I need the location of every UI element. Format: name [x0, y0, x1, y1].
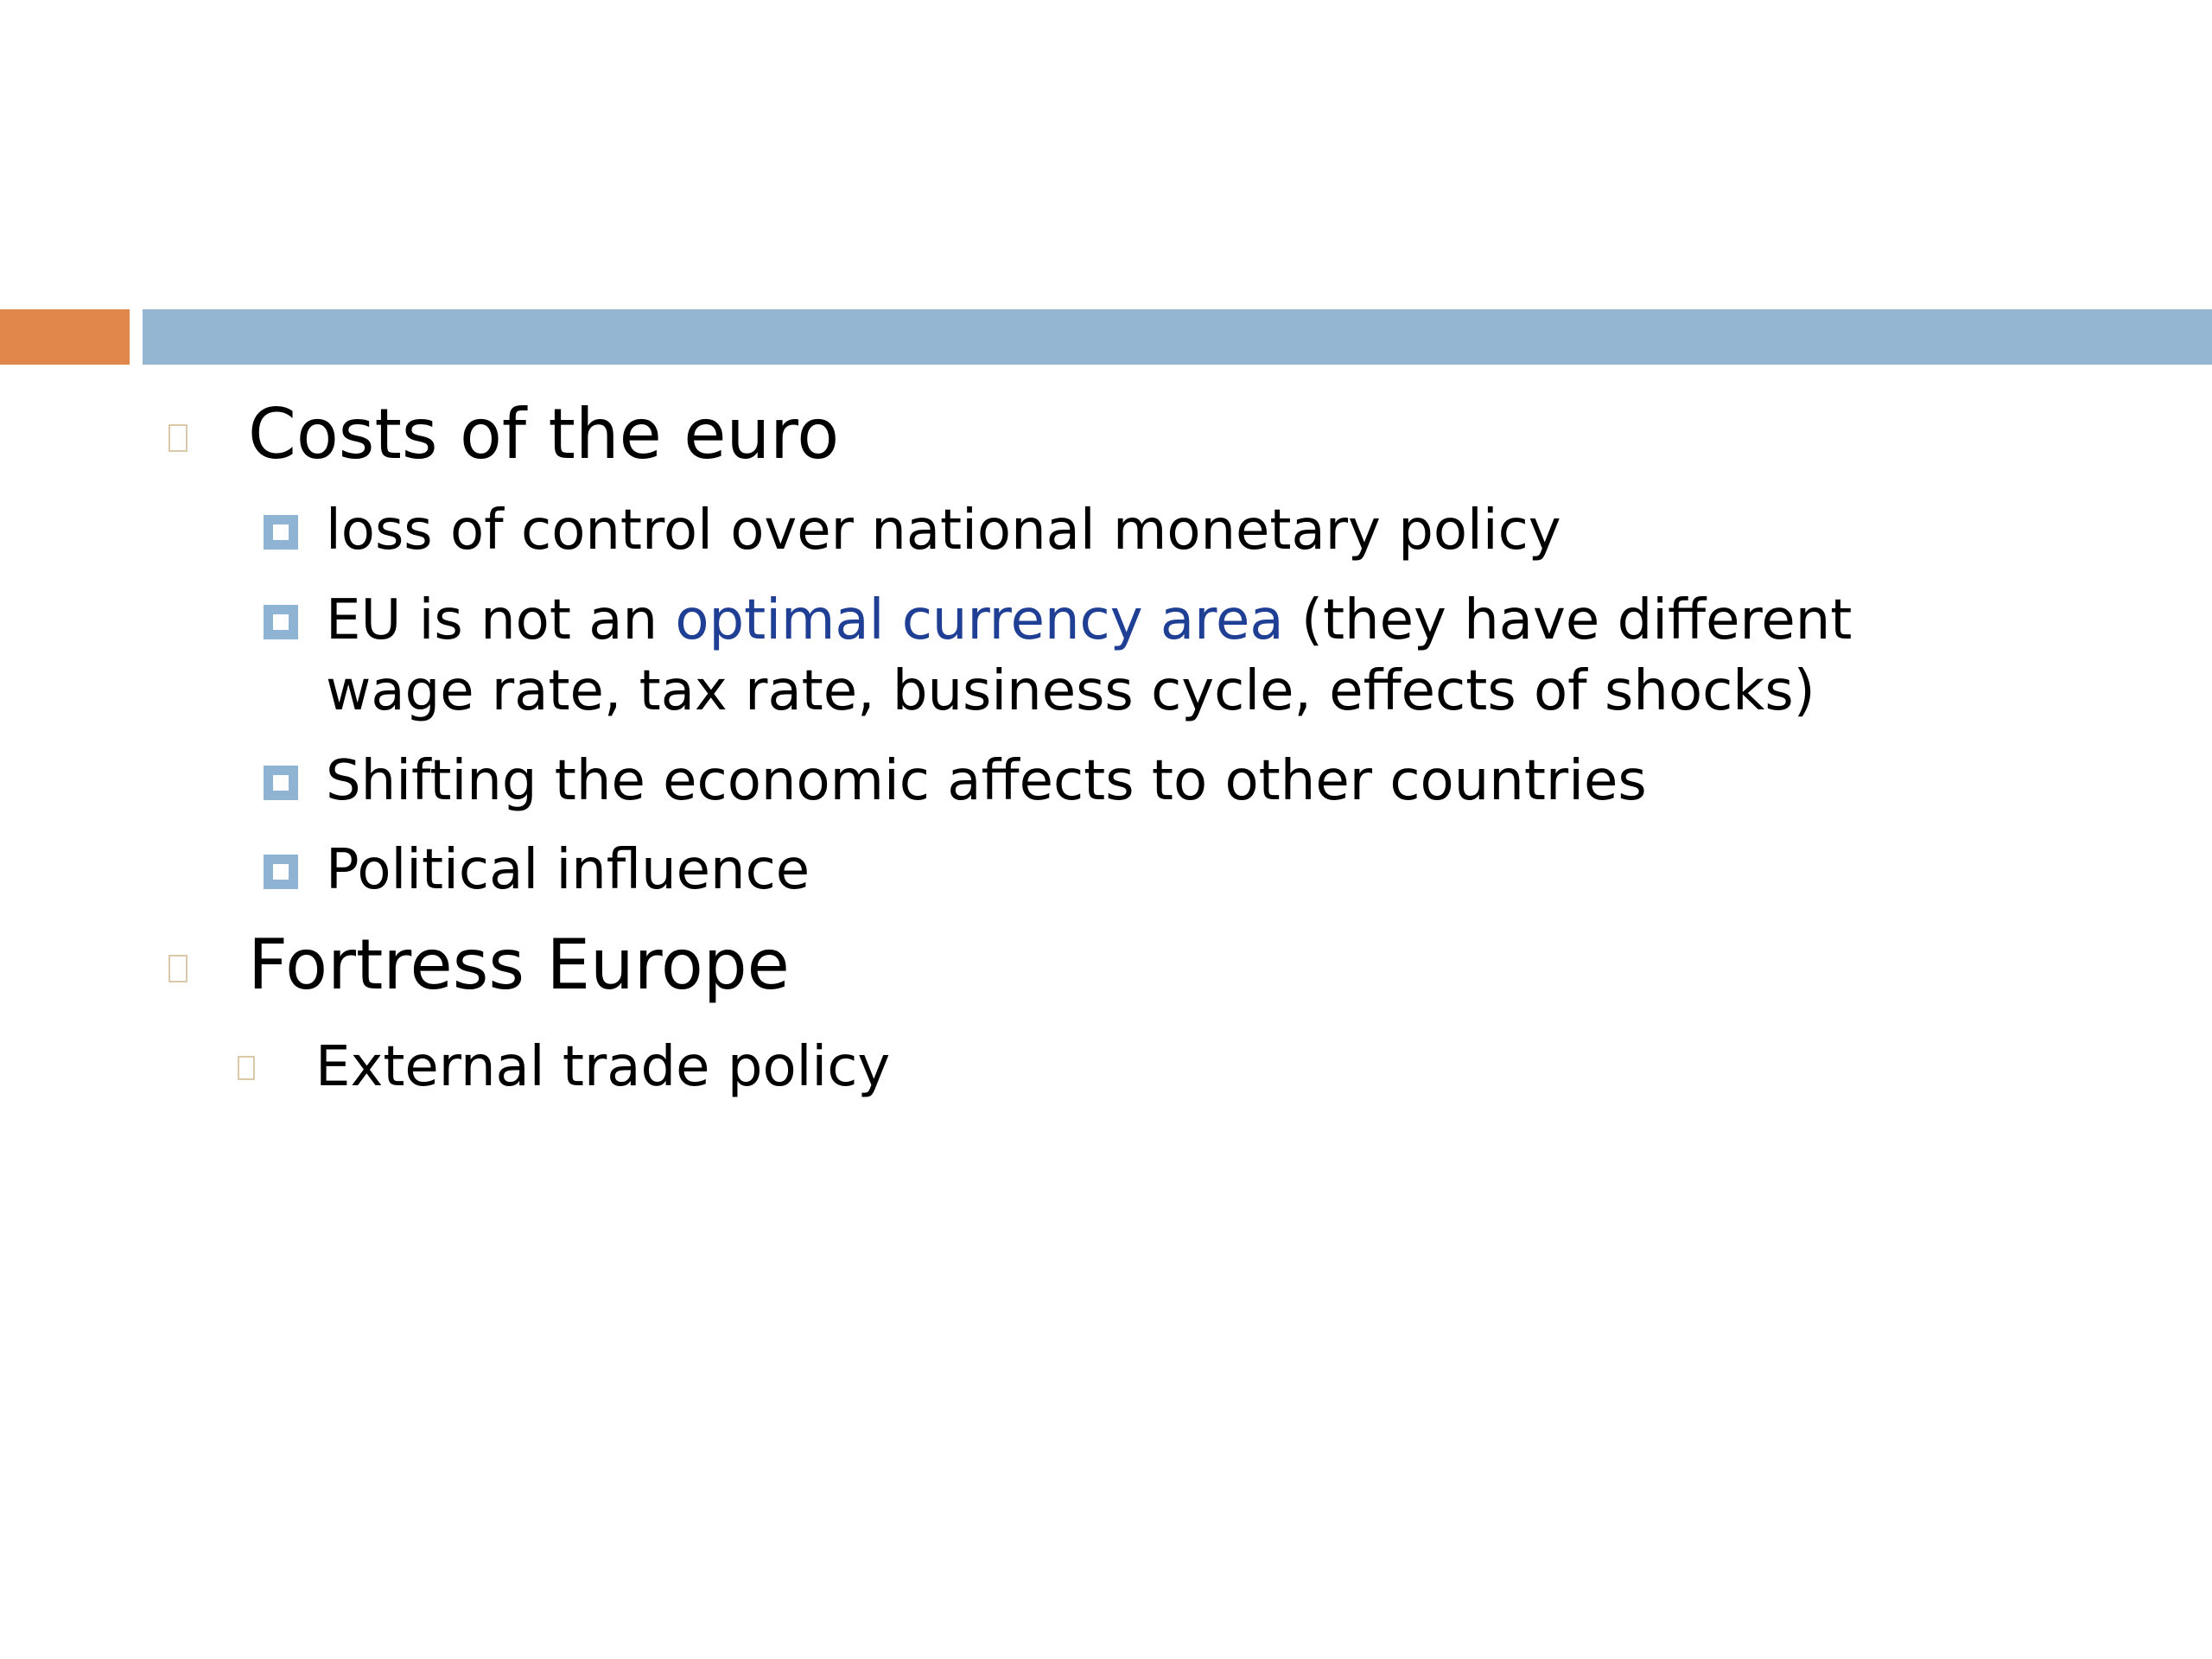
- placeholder-bullet-icon: [168, 424, 188, 452]
- sub-bullet-text: [326, 585, 1852, 656]
- sub-bullet-text: loss of control over national monetary policy: [326, 499, 1561, 563]
- text-after-link: (they have different: [1283, 588, 1853, 652]
- square-bullet-icon: [264, 605, 298, 639]
- placeholder-bullet-icon: [238, 1056, 255, 1080]
- square-bullet-icon: [264, 766, 298, 800]
- sub-bullet-continuation: wage rate, tax rate, business cycle, effects of shocks): [326, 659, 1815, 723]
- sub-bullet-text: Political influence: [326, 838, 810, 902]
- placeholder-bullet-icon: [168, 955, 188, 982]
- optimal-currency-area-link[interactable]: optimal currency area: [675, 588, 1284, 652]
- bullet-text: Fortress Europe: [248, 925, 790, 1005]
- sub-bullet-text: External trade policy: [315, 1035, 891, 1099]
- square-bullet-icon: [264, 855, 298, 889]
- bullet-text: Costs of the euro: [248, 394, 840, 474]
- sub-bullet-text: Shifting the economic affects to other countries: [326, 749, 1647, 813]
- square-bullet-icon: [264, 515, 298, 550]
- text-before-link: EU is not an: [326, 588, 676, 652]
